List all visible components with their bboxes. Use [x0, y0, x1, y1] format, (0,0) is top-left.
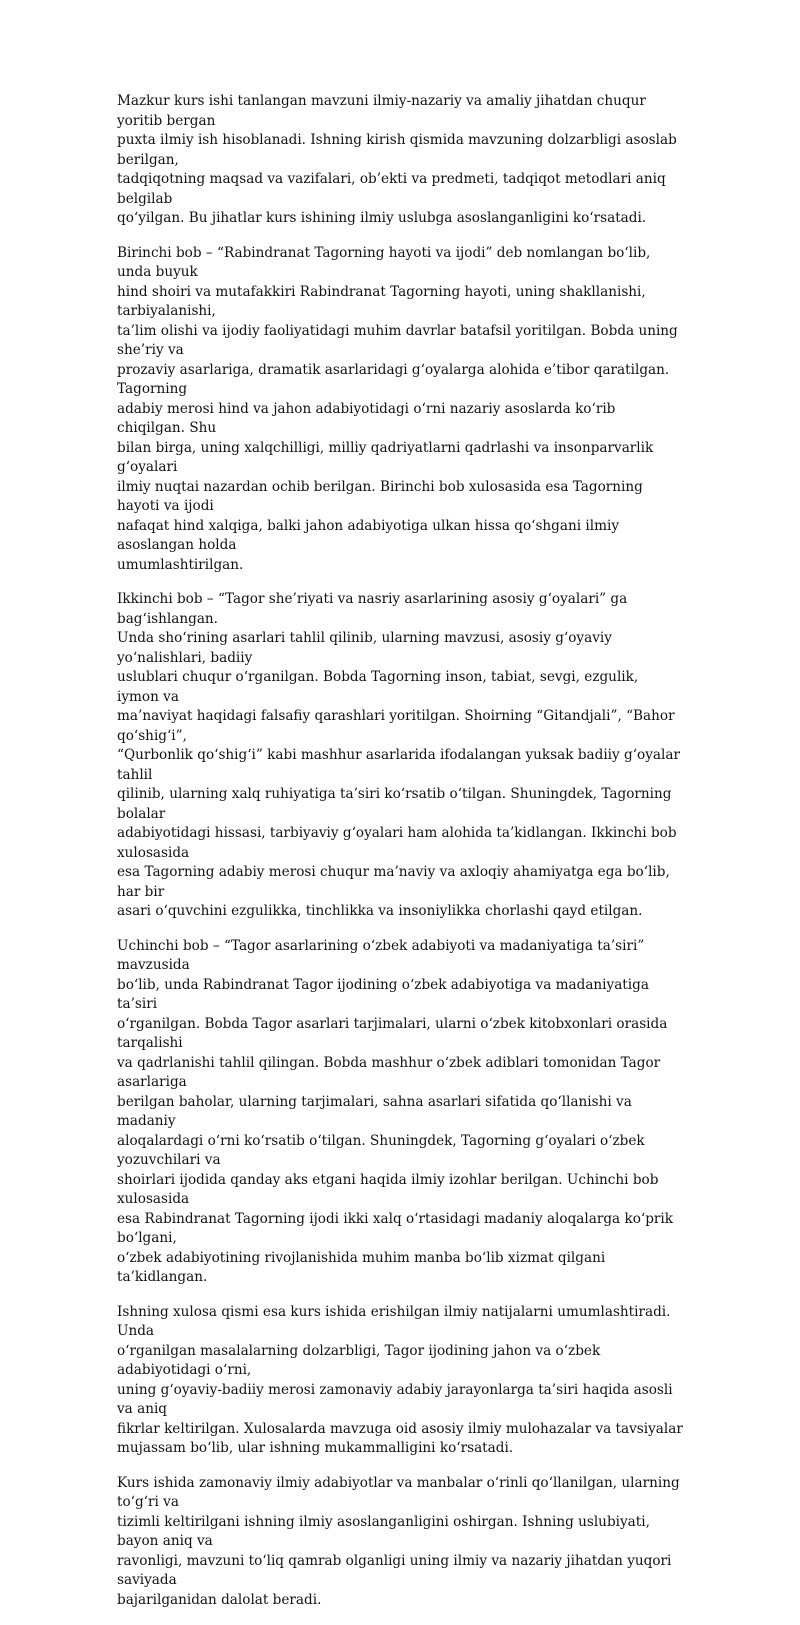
- paragraph-conclusion: Ishning xulosa qismi esa kurs ishida erishilgan ilmiy natijalarni umumlashtiradi. Unda o‘rganilgan masalalarning dolzarbligi, Tagor ijodining jahon va o‘zbek adabiyotidagi o‘rni, uning g‘oyaviy-badiiy merosi zamonaviy adabiy jarayonlarga ta’siri haqida asosli va aniq fikrlar keltirilgan. Xulosalarda mavzuga oid asosiy ilmiy mulohazalar va tavsiyalar mujassam bo‘lib, ular ishning mukammalligini ko‘rsatadi.: [117, 1303, 683, 1456]
- paragraph-chapter-two: Ikkinchi bob – “Tagor she’riyati va nasriy asarlarining asosiy g‘oyalari” ga bag‘ishlangan. Unda sho‘rining asarlari tahlil qilinib, ularning mavzusi, asosiy g‘oyaviy yo‘nalishlari, badiiy uslublari chuqur o‘rganilgan. Bobda Tagorning inson, tabiat, sevgi, ezgulik, iymon va ma’naviyat haqidagi falsafiy qarashlari yoritilgan. Shoirning “Gitandjali”, “Bahor qo‘shig‘i”, “Qurbonlik qo‘shig‘i” kabi mashhur asarlarida ifodalangan yuksak badiiy g‘oyalar tahlil qilinib, ularning xalq ruhiyatiga ta’siri ko‘rsatib o‘tilgan. Shuningdek, Tagorning bolalar adabiyotidagi hissasi, tarbiyaviy g‘oyalari ham alohida ta’kidlangan. Ikkinchi bob xulosasida esa Tagorning adabiy merosi chuqur ma’naviy va axloqiy ahamiyatga ega bo‘lib, har bir asari o‘quvchini ezgulikka, tinchlikka va insoniylikka chorlashi qayd etilgan.: [117, 591, 680, 919]
- paragraph-chapter-three: Uchinchi bob – “Tagor asarlarining o‘zbek adabiyoti va madaniyatiga ta’siri” mavzusida bo‘lib, unda Rabindranat Tagor ijodining o‘zbek adabiyotiga va madaniyatiga ta’siri o‘rganilgan. Bobda Tagor asarlari tarjimalari, ularni o‘zbek kitobxonlari orasida tarqalishi va qadrlanishi tahlil qilingan. Bobda mashhur o‘zbek adiblari tomonidan Tagor asarlariga berilgan baholar, ularning tarjimalari, sahna asarlari sifatida qo‘llanishi va madaniy aloqalardagi o‘rni ko‘rsatib o‘tilgan. Shuningdek, Tagorning g‘oyalari o‘zbek yozuvchilari va shoirlari ijodida qanday aks etgani haqida ilmiy izohlar berilgan. Uchinchi bob xulosasida esa Rabindranat Tagorning ijodi ikki xalq o‘rtasidagi madaniy aloqalarga ko‘prik bo‘lgani, o‘zbek adabiyotining rivojlanishida muhim manba bo‘lib xizmat qilgani ta’kidlangan.: [117, 937, 674, 1285]
- paragraph-chapter-one: Birinchi bob – “Rabindranat Tagorning hayoti va ijodi” deb nomlangan bo‘lib, unda buyuk hind shoiri va mutafakkiri Rabindranat Tagorning hayoti, uning shakllanishi, tarbiyalanishi, ta’lim olishi va ijodiy faoliyatidagi muhim davrlar batafsil yoritilgan. Bobda uning she’riy va prozaviy asarlariga, dramatik asarlaridagi g‘oyalarga alohida e’tibor qaratilgan. Tagorning adabiy merosi hind va jahon adabiyotidagi o‘rni nazariy asoslarda ko‘rib chiqilgan. Shu bilan birga, uning xalqchilligi, milliy qadriyatlarni qadrlashi va insonparvarlik g‘oyalari ilmiy nuqtai nazardan ochib berilgan. Birinchi bob xulosasida esa Tagorning hayoti va ijodi nafaqat hind xalqiga, balki jahon adabiyotiga ulkan hissa qo‘shgani ilmiy asoslangan holda umumlashtirilgan.: [117, 244, 678, 573]
- document-page: [117, 92, 684, 1625]
- paragraph-sources: Kurs ishida zamonaviy ilmiy adabiyotlar va manbalar o‘rinli qo‘llanilgan, ularning to‘g‘ri va tizimli keltirilgani ishning ilmiy asoslanganligini oshirgan. Ishning uslubiyati, bayon aniq va ravonligi, mavzuni to‘liq qamrab olganligi uning ilmiy va nazariy jihatdan yuqori saviyada bajarilganidan dalolat beradi.: [117, 1474, 680, 1608]
- paragraph-intro: Mazkur kurs ishi tanlangan mavzuni ilmiy-nazariy va amaliy jihatdan chuqur yoritib bergan puxta ilmiy ish hisoblanadi. Ishning kirish qismida mavzuning dolzarbligi asoslab berilgan, tadqiqotning maqsad va vazifalari, ob’ekti va predmeti, tadqiqot metodlari aniq belgilab qo‘yilgan. Bu jihatlar kurs ishining ilmiy uslubga asoslanganligini ko‘rsatadi.: [117, 93, 677, 226]
